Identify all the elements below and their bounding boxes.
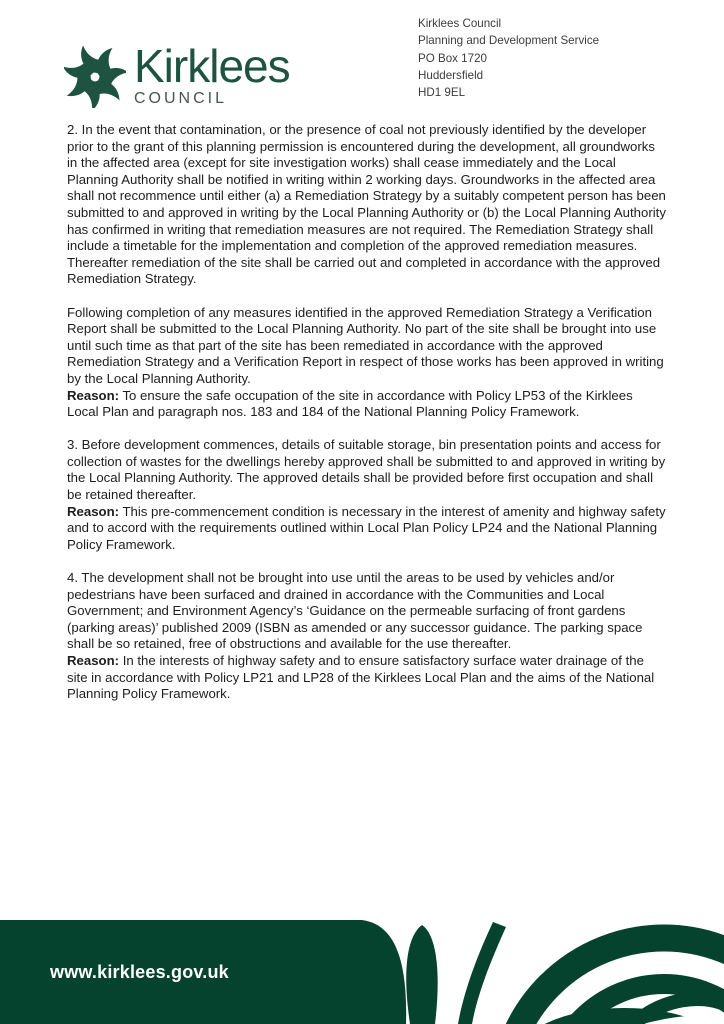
logo-wordmark: Kirklees <box>134 40 290 92</box>
address-line: HD1 9EL <box>418 86 466 100</box>
reason-label: Reason: <box>67 387 120 403</box>
footer-swirl-decoration-icon <box>324 920 724 1024</box>
condition-3-reason <box>67 504 666 554</box>
condition-3-paragraph: 3. Before development commences, details of suitable storage, bin presentation points and access for collection of wastes for the dwellings hereby approved shall be submitted to and approved in writing by the Local Planning Authority. The approved details shall be provided before first occupation and shall be retained thereafter. <box>67 437 666 503</box>
sender-address <box>418 15 599 101</box>
reason-text: This pre-commencement condition is necessary in the interest of amenity and highway safety and to accord with the requirements outlined within Local Plan Policy LP24 and the National Planning Policy Framework. <box>67 503 666 552</box>
address-line: Kirklees Council <box>418 17 502 30</box>
reason-label: Reason: <box>67 653 120 668</box>
condition-2-paragraph: 2. In the event that contamination, or the presence of coal not previously identified by the developer prior to the grant of this planning permission is encountered during the development, all groundworks in the affected area (except for site investigation works) shall cease immediately and the Local Planning Authority shall be notified in writing within 2 working days. Groundworks in the affected area shall not recommence until either (a) a Remediation Strategy by a suitably competent person has been submitted to and approved in writing by the Local Planning Authority or (b) the Local Planning Authority has confirmed in writing that remediation measures are not required. The Remediation Strategy shall include a timetable for the implementation and completion of the approved remediation measures. Thereafter remediation of the site shall be carried out and completed in accordance with the approved Remediation Strategy. <box>67 122 666 287</box>
condition-3-block <box>67 437 666 553</box>
condition-4-paragraph: 4. The development shall not be brought into use until the areas to be used by vehicles and/or pedestrians have been surfaced and drained in accordance with the Communities and Local Government; and Environment Agency’s ‘Guidance on the permeable surfacing of front gardens (parking areas)’ published 2009 (ISBN as amended or any successor guidance. The parking space shall be so retained, free of obstructions and available for the use thereafter. <box>67 570 643 652</box>
address-line: Planning and Development Service <box>418 34 600 48</box>
document-body <box>67 122 666 719</box>
page-footer <box>0 920 724 1024</box>
kirklees-flower-icon <box>64 46 126 108</box>
website-url: www.kirklees.gov.uk <box>50 961 229 982</box>
address-line: PO Box 1720 <box>418 51 487 65</box>
reason-text: To ensure the safe occupation of the site in accordance with Policy LP53 of the Kirklees Local Plan and paragraph nos. 183 and 184 of the National Planning Policy Framework. <box>67 387 633 420</box>
kirklees-logo <box>64 42 290 108</box>
condition-2-verification-paragraph: Following completion of any measures identified in the approved Remediation Strategy a Verification Report shall be submitted to the Local Planning Authority. No part of the site shall be brought into use until such time as that part of the site has been remediated in accordance with the approved Remediation Strategy and a Verification Report in respect of those works has been approved in writing by the Local Planning Authority. <box>67 304 664 386</box>
logo-subtitle: COUNCIL <box>134 90 228 107</box>
address-line: Huddersfield <box>418 68 484 82</box>
reason-text: In the interests of highway safety and to ensure satisfactory surface water drainage of the site in accordance with Policy LP21 and LP28 of the Kirklees Local Plan and the aims of the National Planning Policy Framework. <box>67 653 655 702</box>
condition-4-block <box>67 570 666 703</box>
condition-2-block <box>67 122 666 288</box>
condition-2-verification-block <box>67 305 666 421</box>
condition-4-reason <box>67 653 666 703</box>
reason-label: Reason: <box>67 503 120 519</box>
condition-2-reason <box>67 388 666 421</box>
kirklees-logo-text <box>134 42 290 107</box>
